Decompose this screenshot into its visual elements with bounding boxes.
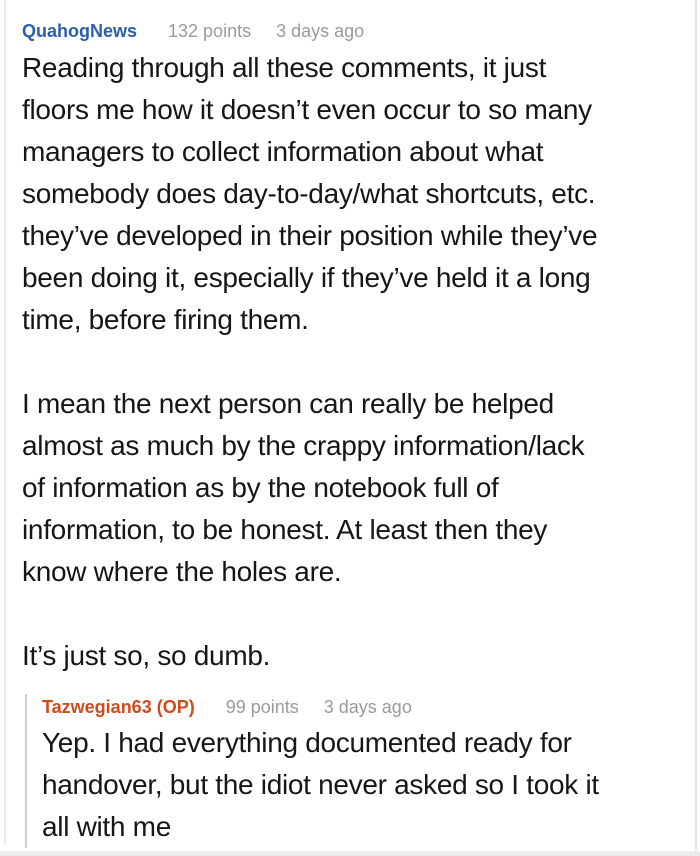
comment-thread-line xyxy=(4,0,6,846)
comment-line: I mean the next person can really be helped xyxy=(22,388,554,419)
reply-comment xyxy=(25,694,692,848)
reply-points: 99 points xyxy=(225,697,299,717)
comment-paragraph xyxy=(22,383,682,593)
username-link[interactable]: QuahogNews xyxy=(22,21,138,41)
comment-timestamp: 3 days ago xyxy=(276,21,365,41)
comment-line: of information as by the notebook full of xyxy=(22,472,499,503)
comment-header xyxy=(22,18,682,44)
comment xyxy=(22,18,682,677)
comment-line: almost as much by the crappy information/lack xyxy=(22,430,585,461)
bottom-divider xyxy=(0,851,700,856)
comment-line: information, to be honest. At least then they xyxy=(22,514,548,545)
reply-body xyxy=(42,722,692,848)
reply-timestamp: 3 days ago xyxy=(323,697,412,717)
comment-paragraph xyxy=(22,635,682,677)
comment-points: 132 points xyxy=(168,21,252,41)
comment-line: know where the holes are. xyxy=(22,556,342,587)
op-username-link[interactable]: Tazwegian63 (OP) xyxy=(42,697,195,717)
comment-paragraph xyxy=(22,47,682,341)
comment-line: floors me how it doesn’t even occur to so many xyxy=(22,94,592,125)
comment-body xyxy=(22,47,682,677)
reply-header xyxy=(42,694,692,720)
reply-line: Yep. I had everything documented ready for xyxy=(42,727,572,758)
reply-line: handover, but the idiot never asked so I took it xyxy=(42,769,599,800)
comment-line: time, before firing them. xyxy=(22,304,309,335)
comment-line: managers to collect information about what xyxy=(22,136,544,167)
comment-line: somebody does day-to-day/what shortcuts, etc. xyxy=(22,178,596,209)
reply-paragraph xyxy=(42,722,692,848)
right-border-line xyxy=(695,0,697,851)
comment-line: It’s just so, so dumb. xyxy=(22,640,271,671)
comment-line: they’ve developed in their position while they’ve xyxy=(22,220,598,251)
comment-line: been doing it, especially if they’ve held it a long xyxy=(22,262,591,293)
reply-line: all with me xyxy=(42,811,171,842)
comment-line: Reading through all these comments, it just xyxy=(22,52,547,83)
